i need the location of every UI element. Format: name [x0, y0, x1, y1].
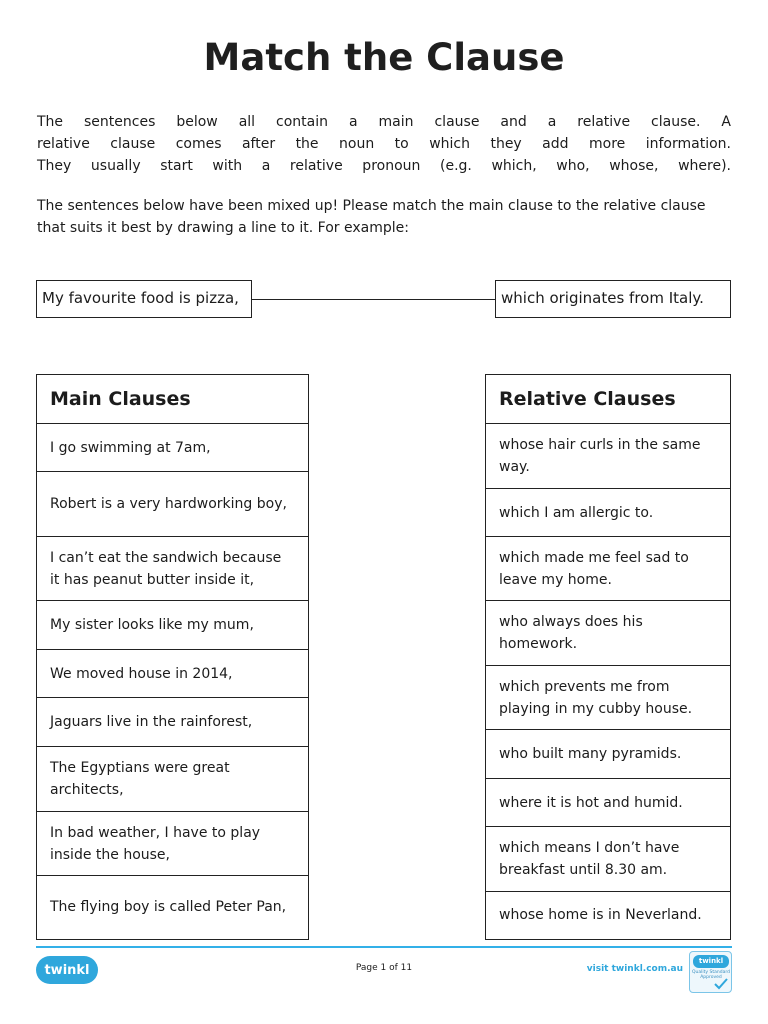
example-relative-clause: which originates from Italy. — [495, 280, 731, 318]
example-main-clause: My favourite food is pizza, — [36, 280, 252, 318]
intro-line: They usually start with a relative pronoun (e.g. which, who, whose, where). — [37, 158, 731, 174]
instructions-paragraph: The sentences below have been mixed up! Please match the main clause to the relative clause that suits it best by drawing a line to it. For example: — [37, 198, 706, 236]
relative-clauses-table — [485, 374, 731, 940]
main-clause-item[interactable]: In bad weather, I have to play inside the house, — [37, 812, 308, 876]
page-number: Page 1 of 11 — [355, 963, 413, 973]
main-clauses-table — [36, 374, 309, 940]
main-clause-item[interactable]: The flying boy is called Peter Pan, — [50, 899, 287, 915]
main-clause-item[interactable]: I go swimming at 7am, — [37, 424, 308, 472]
badge-title: twinkl — [693, 955, 729, 968]
relative-clause-item[interactable]: which prevents me from playing in my cubby house. — [486, 666, 730, 730]
relative-clause-item[interactable]: who built many pyramids. — [486, 730, 730, 779]
relative-clause-item[interactable]: who always does his homework. — [486, 601, 730, 666]
main-clause-item[interactable]: We moved house in 2014, — [37, 650, 308, 698]
main-clause-item[interactable]: The Egyptians were great architects, — [37, 747, 308, 812]
intro-paragraph — [37, 111, 731, 177]
relative-clause-item[interactable]: whose home is in Neverland. — [499, 907, 702, 923]
main-clauses-header: Main Clauses — [37, 375, 308, 424]
relative-clause-item[interactable]: which made me feel sad to leave my home. — [486, 537, 730, 601]
relative-clauses-header: Relative Clauses — [486, 375, 730, 424]
checkmark-icon — [714, 978, 728, 990]
intro-line: relative clause comes after the noun to which they add more information. — [37, 136, 731, 152]
quality-badge — [689, 951, 732, 993]
main-clause-item[interactable]: Jaguars live in the rainforest, — [37, 698, 308, 747]
logo-text: twinkl — [44, 962, 90, 978]
website-link[interactable]: visit twinkl.com.au — [586, 964, 683, 974]
example-connector-line — [252, 299, 495, 300]
relative-clause-item[interactable]: where it is hot and humid. — [486, 779, 730, 827]
intro-line: The sentences below all contain a main clause and a relative clause. A — [37, 114, 731, 130]
main-clause-item[interactable]: I can’t eat the sandwich because it has peanut butter inside it, — [37, 537, 308, 601]
relative-clause-item[interactable]: which I am allergic to. — [486, 489, 730, 537]
relative-clause-item[interactable]: which means I don’t have breakfast until 8.30 am. — [486, 827, 730, 892]
relative-clause-item[interactable]: whose hair curls in the same way. — [486, 424, 730, 489]
main-clause-item[interactable]: My sister looks like my mum, — [37, 601, 308, 650]
footer-divider — [36, 946, 732, 948]
badge-text: Quality Standard Approved — [692, 970, 730, 980]
page-title: Match the Clause — [203, 36, 565, 79]
main-clause-item[interactable]: Robert is a very hardworking boy, — [37, 472, 308, 537]
